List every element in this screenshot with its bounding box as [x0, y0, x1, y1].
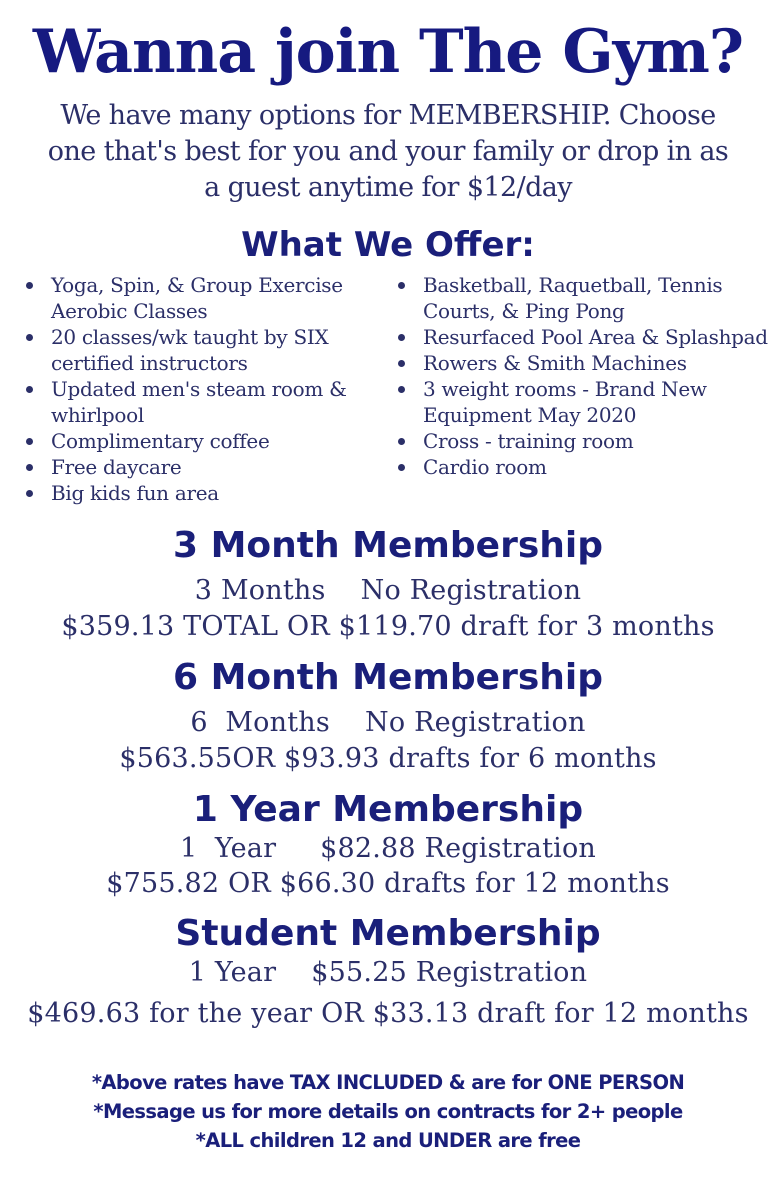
- plan-student-price: $469.63 for the year OR $33.13 draft for 12 months: [27, 998, 749, 1029]
- offer-item: Yoga, Spin, & Group Exercise Aerobic Classes: [22, 272, 392, 324]
- plan-1-year-title: 1 Year Membership: [192, 789, 584, 830]
- footnote: *Above rates have TAX INCLUDED & are for ONE PERSON: [91, 1071, 685, 1094]
- offer-item: Rowers & Smith Machines: [394, 350, 769, 376]
- offer-item: Resurfaced Pool Area & Splashpad: [394, 324, 769, 350]
- page-title: Wanna join The Gym?: [32, 17, 744, 87]
- footnote: *ALL children 12 and UNDER are free: [195, 1129, 581, 1152]
- offer-item: Cardio room: [394, 454, 769, 480]
- offer-item: 3 weight rooms - Brand New Equipment May 2020: [394, 376, 769, 428]
- plan-1-year-terms: 1 Year $82.88 Registration: [179, 833, 597, 864]
- offer-list-left: [22, 272, 392, 506]
- footnote: *Message us for more details on contracts for 2+ people: [93, 1100, 683, 1123]
- offer-heading: What We Offer:: [241, 225, 535, 265]
- plan-student-terms: 1 Year $55.25 Registration: [188, 957, 588, 988]
- plan-6-month-price: $563.55OR $93.93 drafts for 6 months: [119, 743, 657, 774]
- intro-line: We have many options for MEMBERSHIP. Choose: [60, 100, 716, 131]
- plan-3-month-price: $359.13 TOTAL OR $119.70 draft for 3 months: [61, 611, 715, 642]
- intro-line: a guest anytime for $12/day: [204, 172, 572, 203]
- offer-item: 20 classes/wk taught by SIX certified instructors: [22, 324, 392, 376]
- footnotes: [0, 1068, 776, 1155]
- offer-item: Free daycare: [22, 454, 392, 480]
- intro-text: [0, 98, 776, 206]
- intro-line: one that's best for you and your family or drop in as: [47, 136, 729, 167]
- plan-3-month-terms: 3 Months No Registration: [194, 575, 582, 606]
- offer-item: Cross - training room: [394, 428, 769, 454]
- offer-item: Updated men's steam room & whirlpool: [22, 376, 392, 428]
- offer-item: Complimentary coffee: [22, 428, 392, 454]
- plan-6-month-terms: 6 Months No Registration: [190, 707, 586, 738]
- plan-3-month-title: 3 Month Membership: [173, 525, 603, 566]
- plan-1-year-price: $755.82 OR $66.30 drafts for 12 months: [106, 868, 670, 899]
- plan-student-title: Student Membership: [175, 913, 601, 954]
- offer-list-right: [394, 272, 769, 480]
- offer-item: Big kids fun area: [22, 480, 392, 506]
- plan-6-month-title: 6 Month Membership: [173, 657, 603, 698]
- offer-item: Basketball, Raquetball, Tennis Courts, & Ping Pong: [394, 272, 769, 324]
